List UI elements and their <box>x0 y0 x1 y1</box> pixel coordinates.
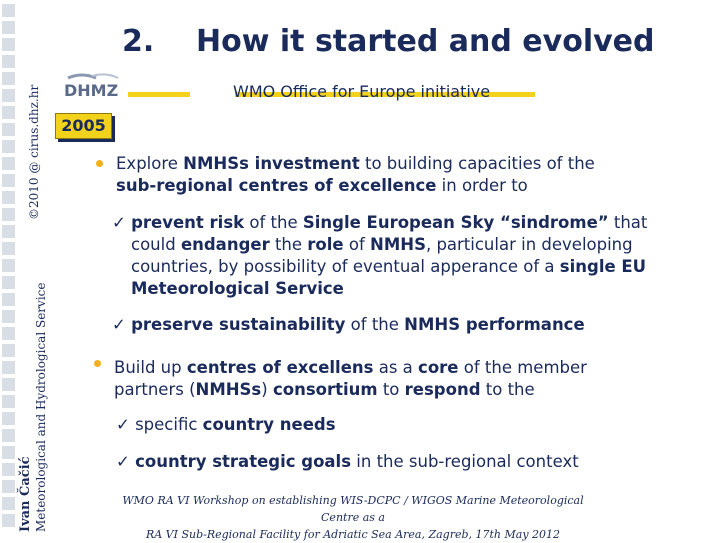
check-1-line-3 <box>131 256 646 277</box>
text: partners ( <box>114 380 196 399</box>
text: the <box>269 235 308 254</box>
text: of the member <box>458 358 587 377</box>
decorative-square <box>2 157 15 170</box>
check-1-line-4 <box>131 278 344 299</box>
decorative-square <box>2 446 15 459</box>
decorative-square-column <box>0 0 18 540</box>
decorative-square <box>2 140 15 153</box>
slide-subtitle: WMO Office for Europe initiative <box>233 82 491 101</box>
bullet-2-line-1 <box>114 357 587 378</box>
decorative-square <box>2 480 15 493</box>
text: single EU <box>559 257 647 276</box>
slide-number: 2. <box>122 24 155 59</box>
bullet-1-line-2 <box>116 175 528 196</box>
text: consortium <box>272 380 378 399</box>
sidebar-copyright: ©2010 @ cirus.dhz.hr <box>27 84 41 220</box>
text: centres of excellens <box>186 358 374 377</box>
check-3-line-1 <box>116 414 336 435</box>
checkmark-icon: ✓ <box>116 452 130 471</box>
bullet-dot-1 <box>96 160 103 167</box>
footer-note <box>118 492 588 543</box>
text: of the <box>345 315 405 334</box>
year-badge: 2005 <box>55 113 112 139</box>
text: Build up <box>114 358 187 377</box>
decorative-square <box>2 463 15 476</box>
sidebar-author: Ivan Čačić <box>18 456 33 532</box>
checkmark-icon: ✓ <box>116 415 130 434</box>
text: , particular in developing <box>425 235 633 254</box>
check-2-line-1 <box>112 314 585 335</box>
text: of the <box>244 213 303 232</box>
decorative-square <box>2 327 15 340</box>
text: endanger <box>180 235 270 254</box>
decorative-square <box>2 344 15 357</box>
decorative-square <box>2 191 15 204</box>
text: of <box>343 235 371 254</box>
logo-text: DHMZ <box>64 81 119 100</box>
decorative-square <box>2 259 15 272</box>
text: specific <box>135 415 203 434</box>
text: country strategic goals <box>135 452 352 471</box>
decorative-square <box>2 276 15 289</box>
decorative-square <box>2 395 15 408</box>
text: to building capacities of the <box>359 154 595 173</box>
decorative-square <box>2 55 15 68</box>
decorative-square <box>2 293 15 306</box>
decorative-square <box>2 412 15 425</box>
bullet-1-line-1 <box>116 153 595 174</box>
text: in order to <box>436 176 528 195</box>
decorative-square <box>2 378 15 391</box>
decorative-square <box>2 225 15 238</box>
decorative-square <box>2 429 15 442</box>
dhmz-logo-graphic <box>62 72 124 100</box>
slide-title: How it started and evolved <box>196 24 655 59</box>
decorative-square <box>2 38 15 51</box>
decorative-square <box>2 361 15 374</box>
decorative-square <box>2 72 15 85</box>
decorative-square <box>2 310 15 323</box>
text: NMHSs investment <box>183 154 360 173</box>
decorative-square <box>2 514 15 527</box>
footer-line-1: WMO RA VI Workshop on establishing WIS-DCPC / WIGOS Marine Meteorological Centre as a <box>122 494 584 524</box>
text: preserve sustainability <box>131 315 346 334</box>
text: Single European Sky “sindrome” <box>302 213 609 232</box>
footer-line-2: RA VI Sub-Regional Facility for Adriatic Sea Area, Zagreb, 17th May 2012 <box>145 528 561 541</box>
bullet-dot-2 <box>94 360 101 367</box>
text: as a <box>373 358 419 377</box>
text: respond <box>404 380 481 399</box>
text: could <box>131 235 181 254</box>
text: sub-regional centres of excellence <box>116 176 437 195</box>
decorative-square <box>2 89 15 102</box>
text: core <box>418 358 459 377</box>
check-1-line-1 <box>112 212 647 233</box>
sidebar-organization: Meteorological and Hydrological Service <box>34 282 48 532</box>
decorative-square <box>2 21 15 34</box>
text: ) <box>261 380 273 399</box>
text: Explore <box>116 154 184 173</box>
decorative-square <box>2 4 15 17</box>
text: Meteorological Service <box>131 279 344 298</box>
accent-bar-left <box>128 92 190 97</box>
text: to the <box>480 380 535 399</box>
check-1-line-2 <box>131 234 633 255</box>
text: NMHSs <box>195 380 262 399</box>
dhmz-logo <box>62 72 124 100</box>
check-4-line-1 <box>116 451 579 472</box>
decorative-square <box>2 106 15 119</box>
checkmark-icon: ✓ <box>112 213 126 232</box>
text: NMHS <box>370 235 426 254</box>
text: prevent risk <box>131 213 245 232</box>
text: to <box>377 380 405 399</box>
checkmark-icon: ✓ <box>112 315 126 334</box>
bullet-2-line-2 <box>114 379 535 400</box>
decorative-square <box>2 123 15 136</box>
text: country needs <box>202 415 336 434</box>
decorative-square <box>2 497 15 510</box>
text: countries, by possibility of eventual apperance of a <box>131 257 560 276</box>
text: in the sub-regional context <box>351 452 579 471</box>
decorative-square <box>2 174 15 187</box>
decorative-square <box>2 242 15 255</box>
text: role <box>307 235 344 254</box>
text: that <box>608 213 648 232</box>
text: NMHS performance <box>404 315 585 334</box>
decorative-square <box>2 208 15 221</box>
